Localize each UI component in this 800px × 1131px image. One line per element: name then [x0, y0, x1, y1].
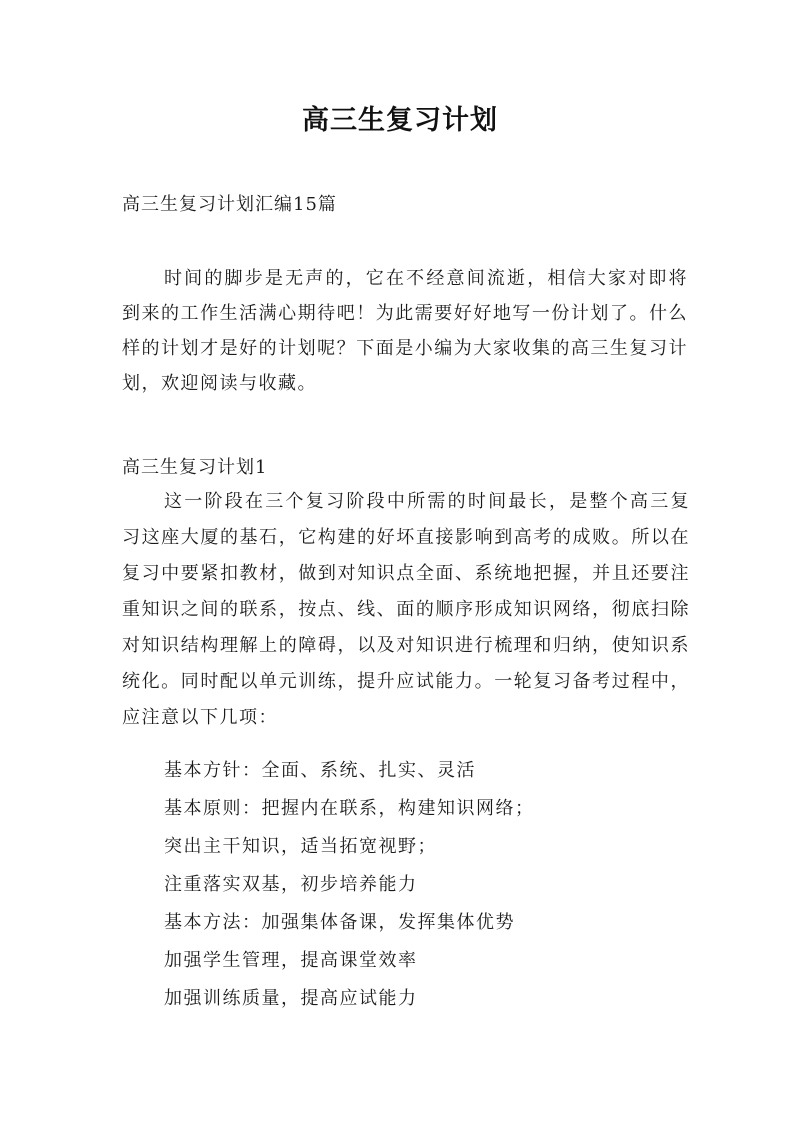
- list-item: 加强学生管理，提高课堂效率: [164, 950, 418, 971]
- list-item: 基本原则：把握内在联系，构建知识网络；: [164, 798, 535, 819]
- list-item: 注重落实双基，初步培养能力: [164, 874, 418, 895]
- list-item: 基本方法：加强集体备课，发挥集体优势: [164, 912, 515, 933]
- section-body-paragraph: 这一阶段在三个复习阶段中所需的时间最长，是整个高三复习这座大厦的基石，它构建的好坏直接影响到高考的成败。所以在复习中要紧扣教材，做到对知识点全面、系统地把握，并且还要注重知识之间的联系，按点、线、面的顺序形成知识网络，彻底扫除对知识结构理解上的障碍，以及对知识进行梳理和归纳，使知识系统化。同时配以单元训练，提升应试能力。一轮复习备考过程中，应注意以下几项：: [122, 491, 690, 728]
- list-item: 加强训练质量，提高应试能力: [164, 988, 418, 1009]
- plan-points-list: [164, 752, 535, 1018]
- document-subtitle: 高三生复习计划汇编15篇: [122, 194, 337, 215]
- intro-paragraph: 时间的脚步是无声的，它在不经意间流逝，相信大家对即将到来的工作生活满心期待吧！为此需要好好地写一份计划了。什么样的计划才是好的计划呢？下面是小编为大家收集的高三生复习计划，欢迎阅读与收藏。: [122, 268, 688, 394]
- list-item: 突出主干知识，适当拓宽视野；: [164, 836, 437, 857]
- list-item: 基本方针：全面、系统、扎实、灵活: [164, 760, 476, 781]
- section-heading: 高三生复习计划1: [122, 457, 268, 478]
- document-title: 高三生复习计划: [302, 105, 498, 136]
